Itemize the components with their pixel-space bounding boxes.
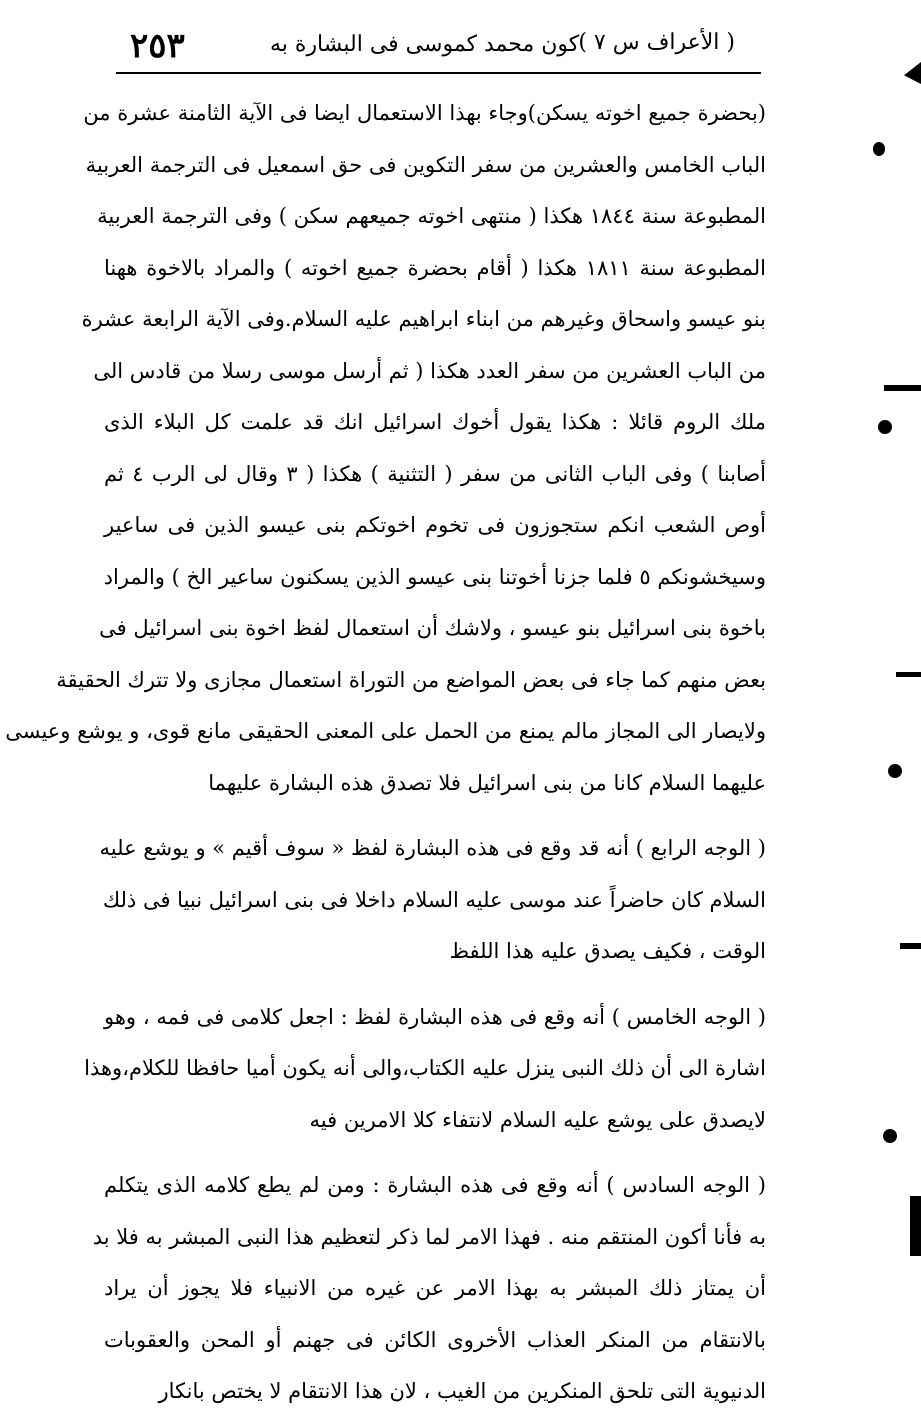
scan-mark: [910, 1196, 921, 1256]
text-line: أوص الشعب انكم ستجوزون فى تخوم اخوتكم بنى عيسو الذين فى ساعير: [104, 513, 766, 537]
text-line: المطبوعة سنة ١٨١١ هكذا ( أقام بحضرة جميع اخوته ) والمراد بالاخوة ههنا: [104, 255, 766, 280]
scan-speck: [888, 764, 902, 778]
text-line: لايصدق على يوشع عليه السلام لانتفاء كلا الامرين فيه: [309, 1107, 766, 1132]
scan-speck: [878, 420, 892, 434]
text-line: بالانتقام من المنكر العذاب الأخروى الكائن فى جهنم أو المحن والعقوبات: [104, 1327, 766, 1352]
text-line: أن يمتاز ذلك المبشر به بهذا الامر عن غيره من الانبياء فلا يجوز أن يراد: [104, 1276, 766, 1300]
text-line: الدنيوية التى تلحق المنكرين من الغيب ، لان هذا الانتقام لا يختص بانكار: [158, 1379, 766, 1403]
text-line: الباب الخامس والعشرين من سفر التكوين فى حق اسمعيل فى الترجمة العربية: [85, 152, 766, 177]
header-rule: [116, 72, 761, 74]
text-line: بعض منهم كما جاء فى بعض المواضع من التوراة استعمال مجازى ولا تترك الحقيقة: [56, 667, 766, 692]
text-line: باخوة بنى اسرائيل بنو عيسو ، ولاشك أن استعمال لفظ اخوة بنى اسرائيل فى: [99, 616, 766, 640]
text-line: السلام كان حاضراً عند موسى عليه السلام داخلا فى بنى اسرائيل نبيا فى ذلك: [102, 887, 766, 912]
text-line: اشارة الى أن ذلك النبى ينزل عليه الكتاب،والى أنه يكون أميا حافظا للكلام،وهذا: [84, 1056, 766, 1080]
page-body: [5, 88, 767, 1418]
scan-mark: [896, 672, 921, 677]
text-line: الوقت ، فكيف يصدق عليه هذا اللفظ: [449, 939, 766, 963]
page-number: ٢٥٣: [130, 26, 185, 66]
text-line: (بحضرة جميع اخوته يسكن)وجاء بهذا الاستعمال ايضا فى الآية الثامنة عشرة من: [83, 101, 766, 125]
text-line: بنو عيسو واسحاق وغيرهم من ابناء ابراهيم عليه السلام.وفى الآية الرابعة عشرة: [81, 307, 766, 331]
running-title: كون محمد كموسى فى البشارة به: [270, 32, 580, 57]
text-line: المطبوعة سنة ١٨٤٤ هكذا ( منتهى اخوته جميعهم سكن ) وفى الترجمة العربية: [97, 204, 766, 228]
paragraph-gap: [104, 978, 766, 992]
text-line: به فأنا أكون المنتقم منه . فهذا الامر لما ذكر لتعظيم هذا النبى المبشر به فلا بد: [92, 1224, 766, 1249]
text-line: ولايصار الى المجاز مالم يمنع من الحمل على المعنى الحقيقى مانع قوى، و يوشع وعيسى: [5, 719, 766, 743]
text-line: ( الوجه السادس ) أنه وقع فى هذه البشارة : ومن لم يطع كلامه الذى يتكلم: [104, 1173, 766, 1197]
text-line: ملك الروم قائلا : هكذا يقول أخوك اسرائيل انك قد علمت كل البلاء الذى: [104, 410, 766, 434]
paragraph-gap: [104, 1146, 766, 1160]
chapter-reference: ( الأعراف س ٧ ): [578, 30, 735, 55]
text-line: عليهما السلام كانا من بنى اسرائيل فلا تصدق هذه البشارة عليهما: [208, 770, 766, 795]
page-header: [110, 20, 765, 70]
text-line: وسيخشونكم ٥ فلما جزنا أخوتنا بنى عيسو الذين يسكنون ساعير الخ ) والمراد: [103, 564, 766, 589]
scan-speck: [873, 142, 885, 156]
scan-mark: [884, 385, 921, 391]
paragraph-gap: [104, 809, 766, 823]
text-line: ( الوجه الخامس ) أنه وقع فى هذه البشارة لفظ : اجعل كلامى فى فمه ، وهو: [104, 1004, 766, 1029]
text-line: أصابنا ) وفى الباب الثانى من سفر ( التثنية ) هكذا ( ٣ وقال لى الرب ٤ ثم: [104, 461, 767, 486]
scan-mark: [900, 943, 921, 949]
text-line: ( الوجه الرابع ) أنه قد وقع فى هذه البشارة لفظ « سوف أقيم » و يوشع عليه: [99, 836, 766, 860]
scan-mark: [904, 62, 921, 84]
scan-speck: [883, 1129, 897, 1143]
text-line: من الباب العشرين من سفر العدد هكذا ( ثم أرسل موسى رسلا من قادس الى: [93, 358, 766, 383]
